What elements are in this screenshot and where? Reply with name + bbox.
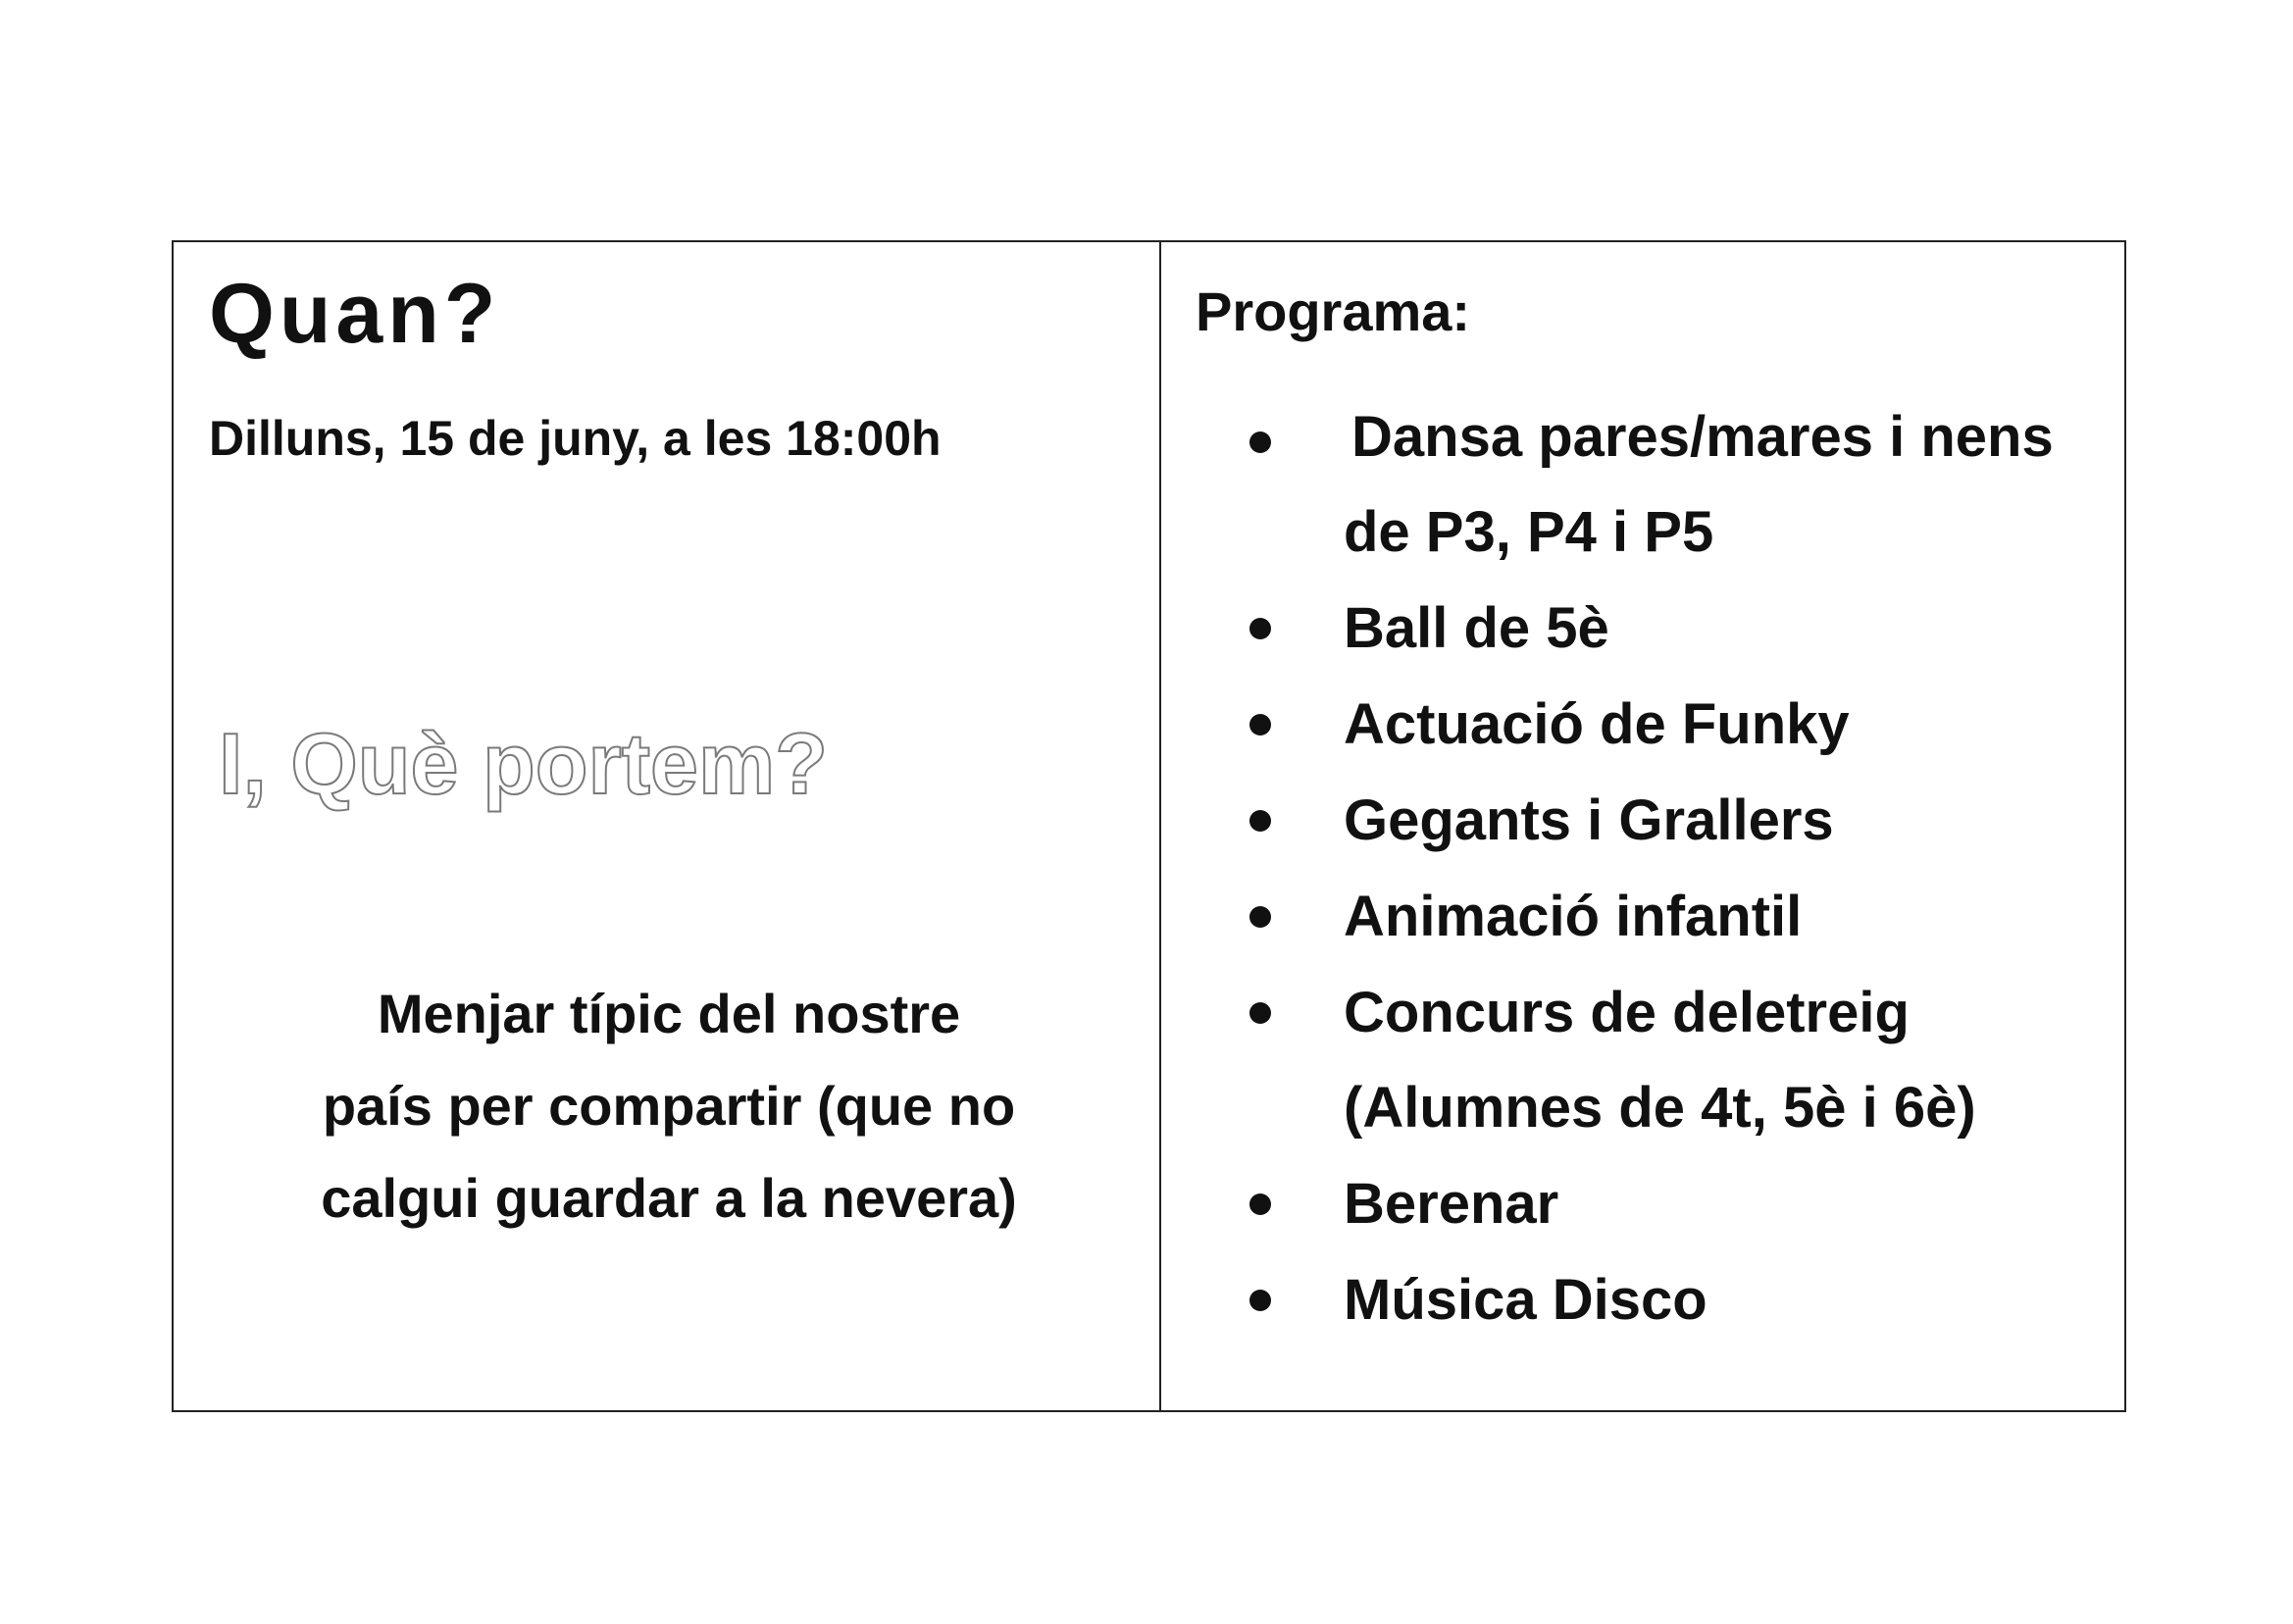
when-what-column — [174, 242, 1159, 1410]
program-heading: Programa: — [1196, 280, 1471, 342]
bullet-icon — [1249, 906, 1271, 928]
program-item-label: Concurs de deletreig — [1344, 981, 1910, 1044]
program-item-label: (Alumnes de 4t, 5è i 6è) — [1344, 1076, 1976, 1140]
what-to-bring-heading: I, Què portem? — [219, 715, 828, 812]
bullet-icon — [1249, 618, 1271, 639]
bullet-icon — [1249, 1290, 1271, 1311]
program-item-label: Actuació de Funky — [1344, 692, 1850, 756]
program-column — [1161, 242, 2124, 1410]
bring-line: Menjar típic del nostre — [377, 983, 961, 1044]
event-date: Dilluns, 15 de juny, a les 18:00h — [209, 411, 942, 466]
bring-line: país per compartir (que no — [322, 1075, 1016, 1137]
bullet-icon — [1249, 431, 1271, 453]
info-table — [172, 240, 2126, 1412]
program-item-label: Gegants i Grallers — [1344, 788, 1834, 852]
bring-line: calgui guardar a la nevera) — [321, 1167, 1017, 1229]
bullet-icon — [1249, 810, 1271, 832]
bullet-icon — [1249, 1193, 1271, 1215]
what-to-bring-text — [203, 968, 1135, 1244]
when-heading: Quan? — [209, 267, 501, 361]
program-item-label: Música Disco — [1344, 1268, 1707, 1332]
bullet-icon — [1249, 1002, 1271, 1024]
program-item-label: Dansa pares/mares i nens — [1351, 405, 2054, 469]
program-item-label: Berenar — [1344, 1172, 1559, 1236]
bullet-icon — [1249, 714, 1271, 736]
program-item-label: Ball de 5è — [1344, 596, 1609, 660]
program-item-label: Animació infantil — [1344, 885, 1803, 948]
program-item-label: de P3, P4 i P5 — [1344, 500, 1714, 564]
